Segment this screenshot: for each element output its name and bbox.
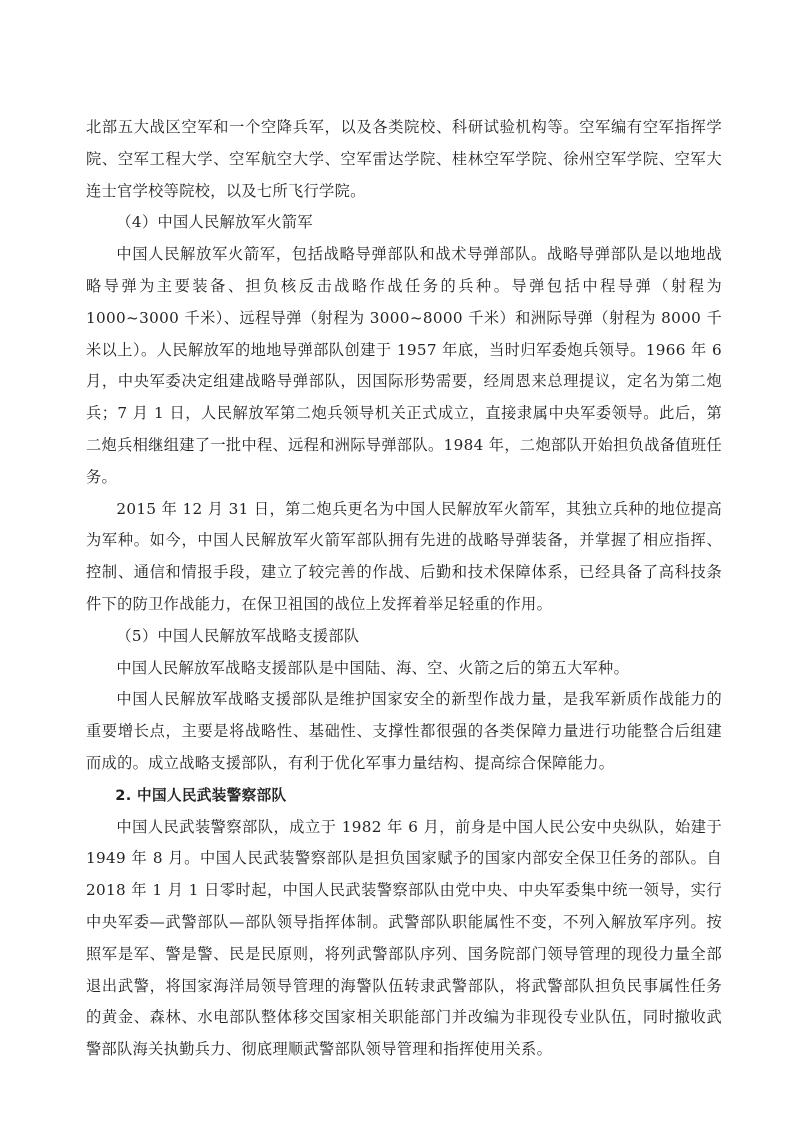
subheading-rocket-force: （4）中国人民解放军火箭军 (116, 213, 313, 232)
paragraph-air-force-continuation: 北部五大战区空军和一个空降兵军，以及各类院校、科研试验机构等。空军编有空军指挥学院、空军工程大学、空军航空大学、空军雷达学院、桂林空军学院、徐州空军学院、空军大连士官学校等院校，以及七所飞行学院。 (86, 118, 722, 200)
paragraph-rocket-force-intro: 中国人民解放军火箭军，包括战略导弹部队和战术导弹部队。战略导弹部队是以地地战略导弹为主要装备、担负核反击战略作战任务的兵种。导弹包括中程导弹（射程为 1000~3000 千米）、远程导弹（射程为 3000~8000 千米）和洲际导弹（射程为 8000 千米以上）。人民解放军的地地导弹部队创建于 1957 年底，当时归军委炮兵领导。1966 年 6 月，中央军委决定组建战略导弹部队，因国际形势需要，经周恩来总理提议，定名为第二炮兵；7 月 1 日，人民解放军第二炮兵领导机关正式成立，直接隶属中央军委领导。此后，第二炮兵相继组建了一批中程、远程和洲际导弹部队。1984 年，二炮部队开始担负战备值班任务。 (86, 245, 722, 486)
paragraph-strategic-support-fifth-branch: 中国人民解放军战略支援部队是中国陆、海、空、火箭之后的第五大军种。 (116, 658, 630, 677)
paragraph-rocket-force-renaming: 2015 年 12 月 31 日，第二炮兵更名为中国人民解放军火箭军，其独立兵种的地位提高为军种。如今，中国人民解放军火箭军部队拥有先进的战略导弹装备，并掌握了相应指挥、控制、通信和情报手段，建立了较完善的作战、后勤和技术保障体系，已经具备了高科技条件下的防卫作战能力，在保卫祖国的战位上发挥着举足轻重的作用。 (86, 499, 722, 613)
paragraph-strategic-support-role: 中国人民解放军战略支援部队是维护国家安全的新型作战力量，是我军新质作战能力的重要增长点，主要是将战略性、基础性、支撑性都很强的各类保障力量进行功能整合后组建而成的。成立战略支援部队，有利于优化军事力量结构、提高综合保障能力。 (86, 690, 722, 772)
paragraph-armed-police: 中国人民武装警察部队，成立于 1982 年 6 月，前身是中国人民公安中央纵队，始建于 1949 年 8 月。中国人民武装警察部队是担负国家赋予的国家内部安全保卫任务的部队。自 2018 年 1 月 1 日零时起，中国人民武装警察部队由党中央、中央军委集中统一领导，实行中央军委—武警部队—部队领导指挥体制。武警部队职能属性不变，不列入解放军序列。按照军是军、警是警、民是民原则，将列武警部队序列、国务院部门领导管理的现役力量全部退出武警，将国家海洋局领导管理的海警队伍转隶武警部队，将武警部队担负民事属性任务的黄金、森林、水电部队整体移交国家相关职能部门并改编为非现役专业队伍，同时撤收武警部队海关执勤兵力、彻底理顺武警部队领导管理和指挥使用关系。 (86, 817, 722, 1059)
subheading-strategic-support-force: （5）中国人民解放军战略支援部队 (116, 626, 360, 645)
heading-armed-police: 2. 中国人民武装警察部队 (115, 786, 287, 804)
document-body (86, 112, 722, 1066)
